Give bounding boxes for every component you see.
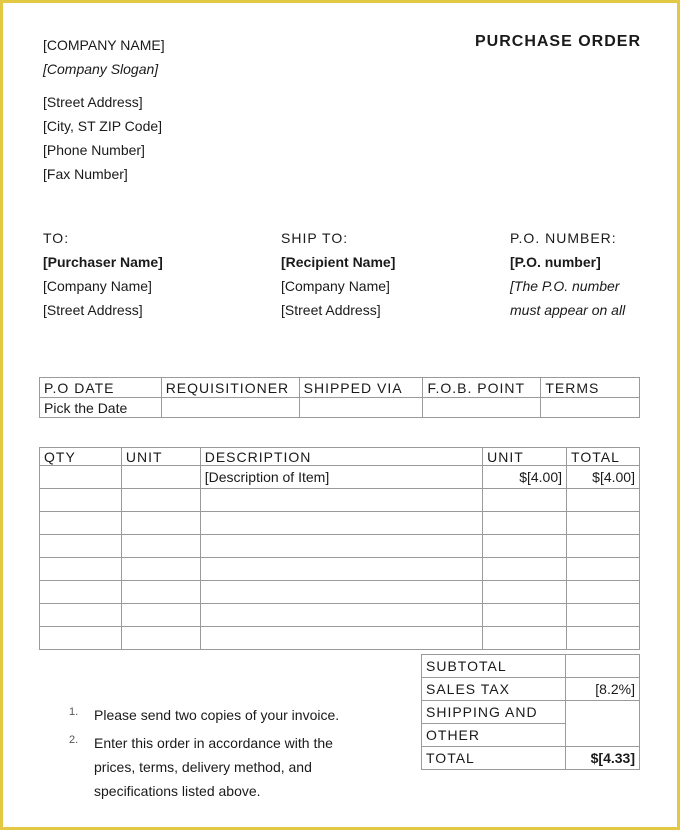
qty-cell[interactable] [40, 627, 122, 650]
unit-cell[interactable] [121, 581, 200, 604]
table-row [40, 512, 640, 535]
qty-header: QTY [40, 448, 122, 466]
line-items-table [39, 447, 640, 650]
table-row [40, 489, 640, 512]
unit-price-cell[interactable] [483, 604, 567, 627]
company-street: [Street Address] [43, 94, 143, 110]
total-cell[interactable] [567, 512, 640, 535]
other-label: OTHER [422, 724, 566, 747]
unit-price-cell[interactable] [483, 512, 567, 535]
recipient-company: [Company Name] [281, 278, 390, 294]
total-cell[interactable] [567, 581, 640, 604]
table-row [40, 558, 640, 581]
shipped-via-header: SHIPPED VIA [299, 378, 423, 398]
recipient-street: [Street Address] [281, 302, 381, 318]
description-cell[interactable] [200, 604, 482, 627]
total-row [422, 747, 640, 770]
document-title: PURCHASE ORDER [474, 33, 641, 50]
note-number: 2. [69, 734, 79, 746]
shipping-value[interactable] [566, 701, 640, 747]
fob-point-header: F.O.B. POINT [423, 378, 541, 398]
note-text: Please send two copies of your invoice. [94, 707, 340, 723]
qty-cell[interactable] [40, 512, 122, 535]
description-header: DESCRIPTION [200, 448, 482, 466]
purchaser-company: [Company Name] [43, 278, 152, 294]
notes-list [69, 703, 359, 807]
total-cell[interactable] [567, 604, 640, 627]
po-number: [P.O. number] [510, 254, 601, 270]
ship-to-label: SHIP TO: [281, 230, 349, 246]
unit-price-cell[interactable] [483, 535, 567, 558]
subtotal-row [422, 655, 640, 678]
to-label: TO: [43, 230, 70, 246]
sales-tax-row [422, 678, 640, 701]
company-fax: [Fax Number] [43, 166, 128, 182]
fob-point-field[interactable] [423, 398, 541, 418]
unit-price-cell[interactable] [483, 581, 567, 604]
sales-tax-label: SALES TAX [422, 678, 566, 701]
note-item [69, 731, 359, 803]
subtotal-value[interactable] [566, 655, 640, 678]
company-slogan: [Company Slogan] [43, 61, 159, 77]
totals-table [421, 654, 640, 770]
total-cell[interactable] [567, 489, 640, 512]
shipping-row-1 [422, 701, 640, 724]
qty-cell[interactable] [40, 604, 122, 627]
note-number: 1. [69, 706, 79, 718]
unit-price-cell[interactable] [483, 558, 567, 581]
requisitioner-field[interactable] [161, 398, 299, 418]
subtotal-label: SUBTOTAL [422, 655, 566, 678]
po-date-header: P.O DATE [40, 378, 162, 398]
qty-cell[interactable] [40, 489, 122, 512]
company-city: [City, ST ZIP Code] [43, 118, 163, 134]
requisitioner-header: REQUISITIONER [161, 378, 299, 398]
qty-cell[interactable] [40, 558, 122, 581]
po-note-line1: [The P.O. number [510, 278, 620, 294]
unit-cell[interactable] [121, 558, 200, 581]
description-cell[interactable] [200, 558, 482, 581]
purchaser-street: [Street Address] [43, 302, 143, 318]
table-row [40, 604, 640, 627]
unit-price-cell[interactable]: $[4.00] [483, 466, 567, 489]
unit-price-header: UNIT [483, 448, 567, 466]
description-cell[interactable] [200, 512, 482, 535]
qty-cell[interactable] [40, 466, 122, 489]
total-cell[interactable] [567, 558, 640, 581]
total-label: TOTAL [422, 747, 566, 770]
sales-tax-value[interactable]: [8.2%] [566, 678, 640, 701]
table-row [40, 581, 640, 604]
description-cell[interactable] [200, 489, 482, 512]
qty-cell[interactable] [40, 581, 122, 604]
unit-cell[interactable] [121, 489, 200, 512]
description-cell[interactable] [200, 535, 482, 558]
order-info-header-row [40, 378, 640, 398]
total-header: TOTAL [567, 448, 640, 466]
table-row [40, 466, 640, 489]
shipped-via-field[interactable] [299, 398, 423, 418]
terms-field[interactable] [541, 398, 640, 418]
total-cell[interactable]: $[4.00] [567, 466, 640, 489]
company-phone: [Phone Number] [43, 142, 145, 158]
qty-cell[interactable] [40, 535, 122, 558]
unit-cell[interactable] [121, 512, 200, 535]
terms-header: TERMS [541, 378, 640, 398]
order-info-value-row [40, 398, 640, 418]
note-text: Enter this order in accordance with the prices, terms, delivery method, and specifications listed above. [94, 735, 333, 799]
unit-cell[interactable] [121, 604, 200, 627]
unit-cell[interactable] [121, 535, 200, 558]
unit-header: UNIT [121, 448, 200, 466]
table-row [40, 627, 640, 650]
total-cell[interactable] [567, 627, 640, 650]
order-info-table [39, 377, 640, 418]
total-value[interactable]: $[4.33] [566, 747, 640, 770]
description-cell[interactable] [200, 627, 482, 650]
shipping-label: SHIPPING AND [422, 701, 566, 724]
company-name: [COMPANY NAME] [43, 37, 165, 53]
purchaser-name: [Purchaser Name] [43, 254, 163, 270]
po-date-field[interactable]: Pick the Date [40, 398, 162, 418]
line-items-header-row [40, 448, 640, 466]
description-cell[interactable] [200, 581, 482, 604]
po-number-label: P.O. NUMBER: [510, 230, 617, 246]
recipient-name: [Recipient Name] [281, 254, 396, 270]
total-cell[interactable] [567, 535, 640, 558]
description-cell[interactable]: [Description of Item] [200, 466, 482, 489]
unit-cell[interactable] [121, 466, 200, 489]
unit-price-cell[interactable] [483, 489, 567, 512]
unit-price-cell[interactable] [483, 627, 567, 650]
unit-cell[interactable] [121, 627, 200, 650]
po-note-line2: must appear on all [510, 302, 626, 318]
note-item [69, 703, 359, 727]
table-row [40, 535, 640, 558]
